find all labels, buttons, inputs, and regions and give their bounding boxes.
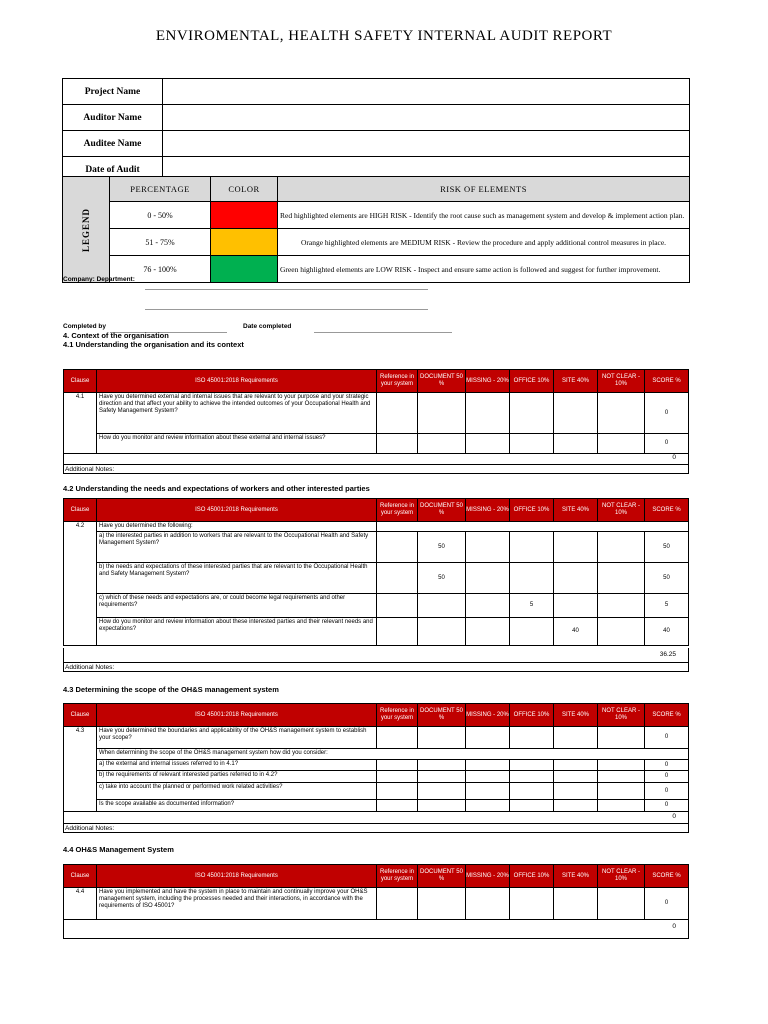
- section-total-4-2: 36.25: [63, 648, 689, 663]
- score-cell: 0: [645, 434, 689, 454]
- header-office: OFFICE 10%: [510, 865, 554, 888]
- not-clear-cell[interactable]: [598, 618, 645, 646]
- missing-cell[interactable]: [466, 783, 510, 800]
- site-cell[interactable]: [554, 594, 598, 618]
- site-cell[interactable]: [554, 771, 598, 783]
- table-row: [64, 749, 689, 760]
- table-row: [64, 594, 689, 618]
- table-row: [64, 888, 689, 920]
- score-cell: 0: [645, 800, 689, 812]
- section-total-4-3: 0: [63, 812, 689, 823]
- clause-cell: 4.3: [64, 727, 97, 812]
- section-total-4-4: 0: [63, 919, 689, 939]
- auditor-name-label: Auditor Name: [63, 105, 163, 131]
- header-document: DOCUMENT 50 %: [418, 370, 466, 393]
- legend-header-color: COLOR: [211, 177, 278, 202]
- report-title: ENVIROMENTAL, HEALTH SAFETY INTERNAL AUDIT REPORT: [155, 28, 613, 44]
- additional-notes-4-3[interactable]: Additional Notes:: [63, 823, 689, 833]
- audit-table-4-2: [63, 498, 689, 646]
- requirement-text: Have you determined the boundaries and applicability of the OH&S management system to establish your scope?: [97, 727, 377, 749]
- context-heading: 4. Context of the organisation: [63, 331, 169, 340]
- clause-cell: 4.1: [64, 393, 97, 454]
- legend-table: [62, 176, 690, 283]
- requirement-text: How do you monitor and review information about these interested parties and their relevant needs and expectations?: [97, 618, 377, 646]
- not-clear-cell[interactable]: [598, 393, 645, 434]
- missing-cell[interactable]: [466, 727, 510, 749]
- project-name-field[interactable]: [163, 79, 690, 105]
- site-cell[interactable]: 40: [554, 618, 598, 646]
- completed-by-label: Completed by: [63, 323, 106, 330]
- reference-cell[interactable]: [377, 618, 418, 646]
- requirement-text: Have you implemented and have the system in place to maintain and continually improve your OH&S management system, including the processes needed and their interactions, in accordance with the requirements of ISO 45001?: [97, 888, 377, 920]
- legend-desc-medium: Orange highlighted elements are MEDIUM RISK - Review the procedure and apply additional control measures in place.: [278, 229, 690, 256]
- auditee-name-field[interactable]: [163, 131, 690, 157]
- date-of-audit-label: Date of Audit: [63, 157, 163, 183]
- reference-cell[interactable]: [377, 434, 418, 454]
- header-not-clear: NOT CLEAR - 10%: [598, 370, 645, 393]
- requirement-text: b) the needs and expectations of these interested parties that are relevant to the Occupational Health and Safety Management System?: [97, 563, 377, 594]
- reference-cell[interactable]: [377, 771, 418, 783]
- site-cell[interactable]: [554, 783, 598, 800]
- header-clause: Clause: [64, 370, 97, 393]
- header-site: SITE 40%: [554, 499, 598, 522]
- not-clear-cell[interactable]: [598, 434, 645, 454]
- audit-info-table: [62, 78, 690, 183]
- header-missing: MISSING - 20%: [466, 865, 510, 888]
- header-not-clear: NOT CLEAR - 10%: [598, 704, 645, 727]
- office-cell[interactable]: [510, 563, 554, 594]
- reference-cell[interactable]: [377, 888, 418, 920]
- header-requirements: ISO 45001:2018 Requirements: [97, 370, 377, 393]
- not-clear-cell[interactable]: [598, 760, 645, 771]
- header-missing: MISSING - 20%: [466, 499, 510, 522]
- score-cell: 0: [645, 888, 689, 920]
- reference-cell[interactable]: [377, 563, 418, 594]
- document-cell[interactable]: [418, 800, 466, 812]
- header-score: SCORE %: [645, 499, 689, 522]
- reference-cell[interactable]: [377, 532, 418, 563]
- office-cell[interactable]: [510, 888, 554, 920]
- document-cell[interactable]: [418, 760, 466, 771]
- auditor-name-field[interactable]: [163, 105, 690, 131]
- header-reference: Reference in your system: [377, 865, 418, 888]
- project-name-label: Project Name: [63, 79, 163, 105]
- office-cell[interactable]: [510, 393, 554, 434]
- date-completed-line[interactable]: [314, 332, 452, 333]
- header-reference: Reference in your system: [377, 370, 418, 393]
- requirement-text: c) take into account the planned or performed work related activities?: [97, 783, 377, 800]
- requirement-text: Is the scope available as documented information?: [97, 800, 377, 812]
- header-document: DOCUMENT 50 %: [418, 704, 466, 727]
- table-row: [64, 563, 689, 594]
- table-header: [64, 499, 689, 522]
- header-office: OFFICE 10%: [510, 704, 554, 727]
- header-site: SITE 40%: [554, 370, 598, 393]
- header-missing: MISSING - 20%: [466, 370, 510, 393]
- not-clear-cell[interactable]: [598, 594, 645, 618]
- header-not-clear: NOT CLEAR - 10%: [598, 865, 645, 888]
- legend-vertical-label: LEGEND: [63, 177, 110, 283]
- header-document: DOCUMENT 50 %: [418, 865, 466, 888]
- score-cell: 0: [645, 760, 689, 771]
- header-document: DOCUMENT 50 %: [418, 499, 466, 522]
- header-clause: Clause: [64, 865, 97, 888]
- site-cell[interactable]: [554, 532, 598, 563]
- site-cell[interactable]: [554, 800, 598, 812]
- company-line[interactable]: [145, 289, 428, 290]
- table-row: [64, 771, 689, 783]
- site-cell[interactable]: [554, 434, 598, 454]
- not-clear-cell[interactable]: [598, 563, 645, 594]
- requirement-text: c) which of these needs and expectations are, or could become legal requirements and other requirements?: [97, 594, 377, 618]
- missing-cell[interactable]: [466, 594, 510, 618]
- section-title-4-3: 4.3 Determining the scope of the OH&S management system: [63, 685, 279, 694]
- office-cell[interactable]: [510, 532, 554, 563]
- score-cell: 0: [645, 727, 689, 749]
- header-reference: Reference in your system: [377, 704, 418, 727]
- date-completed-label: Date completed: [243, 323, 292, 330]
- header-clause: Clause: [64, 704, 97, 727]
- section-title-4-2: 4.2 Understanding the needs and expectations of workers and other interested parties: [63, 484, 370, 493]
- legend-pct-low: 76 - 100%: [110, 256, 211, 283]
- additional-notes-4-2[interactable]: Additional Notes:: [63, 662, 689, 672]
- header-site: SITE 40%: [554, 865, 598, 888]
- header-not-clear: NOT CLEAR - 10%: [598, 499, 645, 522]
- table-row: [64, 783, 689, 800]
- legend-pct-high: 0 - 50%: [110, 202, 211, 229]
- document-cell[interactable]: 50: [418, 563, 466, 594]
- table-row: [64, 522, 689, 532]
- document-cell[interactable]: [418, 618, 466, 646]
- missing-cell[interactable]: [466, 532, 510, 563]
- site-cell[interactable]: [554, 393, 598, 434]
- not-clear-cell[interactable]: [598, 783, 645, 800]
- document-cell[interactable]: [418, 434, 466, 454]
- document-cell[interactable]: [418, 393, 466, 434]
- audit-table-4-4: [63, 864, 689, 920]
- header-score: SCORE %: [645, 865, 689, 888]
- not-clear-cell[interactable]: [598, 800, 645, 812]
- legend-pct-medium: 51 - 75%: [110, 229, 211, 256]
- score-cell: 50: [645, 532, 689, 563]
- section-total-4-1: 0: [63, 453, 689, 464]
- table-row: [64, 434, 689, 454]
- score-cell: 50: [645, 563, 689, 594]
- document-cell[interactable]: [418, 727, 466, 749]
- score-cell: 0: [645, 783, 689, 800]
- audit-table-4-3: [63, 703, 689, 812]
- section-title-4-1: 4.1 Understanding the organisation and its context: [63, 340, 244, 349]
- office-cell[interactable]: [510, 771, 554, 783]
- requirement-text: a) the external and internal issues referred to in 4.1?: [97, 760, 377, 771]
- audit-table-4-1: [63, 369, 689, 454]
- department-line[interactable]: [145, 309, 428, 310]
- office-cell[interactable]: [510, 618, 554, 646]
- requirement-text: b) the requirements of relevant interested parties referred to in 4.2?: [97, 771, 377, 783]
- office-cell[interactable]: [510, 783, 554, 800]
- clause-cell: 4.2: [64, 522, 97, 646]
- table-row: [64, 760, 689, 771]
- document-cell[interactable]: [418, 594, 466, 618]
- document-cell[interactable]: [418, 771, 466, 783]
- site-cell[interactable]: [554, 760, 598, 771]
- reference-cell[interactable]: [377, 594, 418, 618]
- header-score: SCORE %: [645, 704, 689, 727]
- missing-cell[interactable]: [466, 760, 510, 771]
- missing-cell[interactable]: [466, 434, 510, 454]
- table-row: [64, 800, 689, 812]
- requirement-text: When determining the scope of the OH&S management system how did you consider:: [97, 749, 689, 760]
- legend-swatch-red: [211, 202, 278, 229]
- header-score: SCORE %: [645, 370, 689, 393]
- header-requirements: ISO 45001:2018 Requirements: [97, 499, 377, 522]
- not-clear-cell[interactable]: [598, 888, 645, 920]
- score-cell: 40: [645, 618, 689, 646]
- reference-cell[interactable]: [377, 760, 418, 771]
- table-header: [64, 370, 689, 393]
- section-title-4-4: 4.4 OH&S Management System: [63, 845, 174, 854]
- company-department-label: Company: Department:: [63, 276, 135, 283]
- reference-cell[interactable]: [377, 727, 418, 749]
- office-cell[interactable]: [510, 727, 554, 749]
- office-cell[interactable]: [510, 760, 554, 771]
- score-cell: 0: [645, 393, 689, 434]
- office-cell[interactable]: [510, 800, 554, 812]
- table-row: [64, 727, 689, 749]
- reference-cell[interactable]: [377, 800, 418, 812]
- header-missing: MISSING - 20%: [466, 704, 510, 727]
- header-site: SITE 40%: [554, 704, 598, 727]
- not-clear-cell[interactable]: [598, 727, 645, 749]
- legend-desc-low: Green highlighted elements are LOW RISK - Inspect and ensure same action is followed and suggest for further improvement.: [278, 256, 690, 283]
- header-reference: Reference in your system: [377, 499, 418, 522]
- requirement-text: Have you determined the following:: [97, 522, 377, 532]
- row-blank: [377, 522, 689, 532]
- table-row: [64, 393, 689, 434]
- missing-cell[interactable]: [466, 888, 510, 920]
- clause-cell: 4.4: [64, 888, 97, 920]
- legend-header-risk: RISK OF ELEMENTS: [278, 177, 690, 202]
- reference-cell[interactable]: [377, 393, 418, 434]
- header-office: OFFICE 10%: [510, 499, 554, 522]
- requirement-text: How do you monitor and review information about these external and internal issues?: [97, 434, 377, 454]
- score-cell: 5: [645, 594, 689, 618]
- site-cell[interactable]: [554, 563, 598, 594]
- requirement-text: Have you determined external and internal issues that are relevant to your purpose and your strategic direction and that affect your ability to achieve the intended outcomes of your Occupational Health and Safety Management System?: [97, 393, 377, 434]
- not-clear-cell[interactable]: [598, 771, 645, 783]
- missing-cell[interactable]: [466, 800, 510, 812]
- office-cell[interactable]: 5: [510, 594, 554, 618]
- legend-header-percentage: PERCENTAGE: [110, 177, 211, 202]
- site-cell[interactable]: [554, 727, 598, 749]
- table-header: [64, 704, 689, 727]
- site-cell[interactable]: [554, 888, 598, 920]
- missing-cell[interactable]: [466, 771, 510, 783]
- header-requirements: ISO 45001:2018 Requirements: [97, 704, 377, 727]
- header-office: OFFICE 10%: [510, 370, 554, 393]
- not-clear-cell[interactable]: [598, 532, 645, 563]
- document-cell[interactable]: [418, 888, 466, 920]
- document-cell[interactable]: 50: [418, 532, 466, 563]
- reference-cell[interactable]: [377, 783, 418, 800]
- missing-cell[interactable]: [466, 393, 510, 434]
- table-row: [64, 618, 689, 646]
- table-header: [64, 865, 689, 888]
- document-cell[interactable]: [418, 783, 466, 800]
- missing-cell[interactable]: [466, 563, 510, 594]
- legend-swatch-green: [211, 256, 278, 283]
- office-cell[interactable]: [510, 434, 554, 454]
- header-clause: Clause: [64, 499, 97, 522]
- requirement-text: a) the interested parties in addition to workers that are relevant to the Occupational Health and Safety Management System?: [97, 532, 377, 563]
- score-cell: 0: [645, 771, 689, 783]
- legend-swatch-orange: [211, 229, 278, 256]
- auditee-name-label: Auditee Name: [63, 131, 163, 157]
- additional-notes-4-1[interactable]: Additional Notes:: [63, 464, 689, 474]
- header-requirements: ISO 45001:2018 Requirements: [97, 865, 377, 888]
- legend-desc-high: Red highlighted elements are HIGH RISK - Identify the root cause such as management system and develop & implement action plan.: [278, 202, 690, 229]
- missing-cell[interactable]: [466, 618, 510, 646]
- table-row: [64, 532, 689, 563]
